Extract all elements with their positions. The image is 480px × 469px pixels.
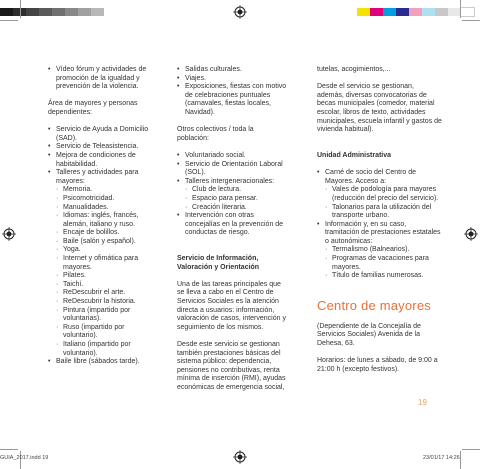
list-items-b	[48, 126, 154, 367]
footer-file-name: GUIA_2017.indd 19	[0, 455, 49, 461]
color-swatch	[52, 8, 65, 16]
sub-list-item: · Idiomas: inglés, francés, alemán, italiano y ruso.	[48, 212, 154, 229]
color-swatch	[435, 8, 448, 16]
sub-list-item: · Baile (salón y español).	[48, 238, 154, 247]
list-items-a	[177, 66, 287, 118]
paragraph: Una de las tareas principales que se lleva a cabo en el Centro de Servicios Sociales es la atención directa a usuarios: información, valoración de casos, intervención y seguimiento de los mismos.	[177, 280, 286, 331]
crop-mark	[20, 0, 21, 18]
sub-list-item: · Vales de podología para mayores (reducción del precio del servicio).	[317, 186, 442, 203]
sub-list-item: · Creación literaria.	[177, 204, 287, 213]
list-item: • Talleres intergeneracionales:	[177, 178, 287, 187]
sub-list-item: · Ruso (impartido por voluntario).	[48, 324, 154, 341]
color-swatch	[65, 8, 78, 16]
list-items-a	[48, 66, 154, 92]
sub-list-item: · Encaje de bolillos.	[48, 229, 154, 238]
list-item: • Salidas culturales.	[177, 66, 287, 75]
color-bar-left	[0, 8, 104, 16]
crop-mark	[460, 0, 461, 18]
paragraph: Desde este servicio se gestionan también prestaciones básicas del sistema público: dependencia, pensiones no contributivas, renta mínima de inserción (RMI), ayudas económicas de emergencia social,	[177, 341, 286, 391]
sub-list-item: · Termalismo (Balnearios).	[317, 246, 442, 255]
list-item: • Información y, en su caso, tramitación de prestaciones estatales o autonómicas:	[317, 221, 442, 247]
color-bar-right	[357, 8, 474, 16]
list-item: • Servicio de Ayuda a Domicilio (SAD).	[48, 126, 154, 143]
intro-text: Área de mayores y personas dependientes:	[48, 100, 138, 116]
registration-mark-icon	[464, 227, 478, 241]
column-1	[48, 66, 154, 367]
section-title: Centro de mayores	[317, 298, 431, 314]
column-3	[317, 66, 442, 374]
sub-list-item: · Talonarios para la utilización del transporte urbano.	[317, 204, 442, 221]
color-swatch	[0, 8, 13, 16]
color-swatch	[383, 8, 396, 16]
sub-list-item: · Psicomotricidad.	[48, 195, 154, 204]
footer-timestamp: 23/01/17 14:26	[423, 455, 460, 461]
registration-mark-icon	[2, 227, 16, 241]
color-swatch	[26, 8, 39, 16]
paragraph: Desde el servicio se gestionan, además, diversas convocatorias de becas municipales (comedor, material escolar, libros de texto, actividades municipales, escuela infantil y gastos de vivienda habitual).	[317, 83, 442, 134]
registration-mark-icon	[233, 450, 247, 464]
list-item: • Exposiciones, fiestas con motivo de celebraciones puntuales (carnavales, fiestas locales, Navidad).	[177, 83, 287, 117]
list-item: • Carné de socio del Centro de Mayores. Acceso a:	[317, 169, 442, 186]
color-swatch	[370, 8, 383, 16]
list-item: • Mejora de condiciones de habitabilidad.	[48, 152, 154, 169]
page-number: 19	[418, 398, 427, 407]
registration-mark-icon	[233, 5, 247, 19]
sub-list-item: · Espacio para pensar.	[177, 195, 287, 204]
list-item: • Talleres y actividades para mayores:	[48, 169, 154, 186]
list-item: • Viajes.	[177, 75, 287, 84]
list-admin	[317, 169, 442, 281]
sub-list-item: · ReDescubrir el arte.	[48, 289, 154, 298]
section-heading: Unidad Administrativa	[317, 151, 392, 159]
color-swatch	[357, 8, 370, 16]
sub-list-item: · Internet y ofimática para mayores.	[48, 255, 154, 272]
sub-list-item: · Taichí.	[48, 281, 154, 290]
color-swatch	[91, 8, 104, 16]
color-swatch	[39, 8, 52, 16]
sub-list-item: · Club de lectura.	[177, 186, 287, 195]
crop-mark	[0, 449, 18, 450]
sub-list-item: · ReDescubrir la historia.	[48, 298, 154, 307]
list-item: • Intervención con otras concejalías en la prevención de conductas de riesgo.	[177, 212, 287, 238]
color-swatch	[461, 8, 474, 16]
sub-list-item: · Memoria.	[48, 186, 154, 195]
list-item: • Vídeo fórum y actividades de promoción de la igualdad y prevención de la violencia.	[48, 66, 154, 92]
list-item: • Servicio de Teleasistencia.	[48, 143, 154, 152]
sub-list-item: · Manualidades.	[48, 204, 154, 213]
crop-mark	[0, 20, 18, 21]
list-items-b	[177, 152, 287, 238]
color-swatch	[409, 8, 422, 16]
crop-mark	[460, 451, 461, 469]
intro-text: Otros colectivos / toda la población:	[177, 126, 254, 142]
section-heading: Servicio de Información, Valoración y Orientación	[177, 255, 260, 271]
crop-mark	[462, 449, 480, 450]
list-item: • Servicio de Orientación Laboral (SOL).	[177, 161, 287, 178]
list-item: • Baile libre (sábados tarde).	[48, 358, 154, 367]
column-2	[177, 66, 287, 393]
sub-list-item: · Título de familias numerosas.	[317, 272, 442, 281]
paragraph: (Dependiente de la Concejalía de Servicios Sociales) Avenida de la Dehesa, 63.	[317, 322, 421, 347]
sub-list-item: · Pintura (impartido por voluntarias).	[48, 307, 154, 324]
sub-list-item: · Italiano (impartido por voluntario).	[48, 341, 154, 358]
sub-list-item: · Yoga.	[48, 246, 154, 255]
sub-list-item: · Pilates.	[48, 272, 154, 281]
crop-mark	[462, 20, 480, 21]
paragraph: Horarios: de lunes a sábado, de 9:00 a 21:00 h (excepto festivos).	[317, 357, 438, 373]
list-item: • Voluntariado social.	[177, 152, 287, 161]
color-swatch	[78, 8, 91, 16]
paragraph: tutelas, acogimientos,...	[317, 66, 391, 73]
color-swatch	[396, 8, 409, 16]
color-swatch	[422, 8, 435, 16]
sub-list-item: · Programas de vacaciones para mayores.	[317, 255, 442, 272]
